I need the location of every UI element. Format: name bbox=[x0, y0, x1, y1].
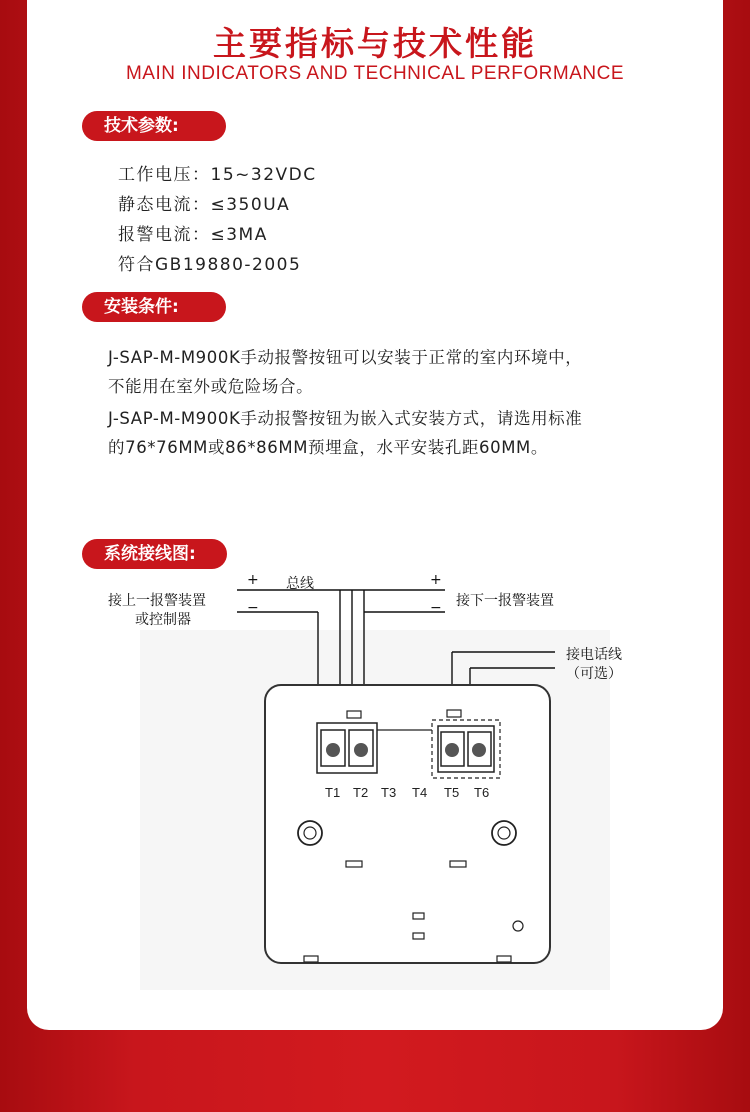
upstream-plus: + bbox=[247, 572, 259, 588]
terminal-label-t5: T5 bbox=[444, 785, 460, 800]
phone-label-2: （可选） bbox=[566, 666, 622, 682]
terminal-block-left bbox=[317, 723, 377, 773]
param-static-current: 静态电流：≤350UA bbox=[118, 195, 291, 215]
install-line-4: 的76*76MM或86*86MM预埋盒，水平安装孔距60MM。 bbox=[108, 438, 548, 457]
terminal-label-t1: T1 bbox=[325, 785, 341, 800]
downstream-plus: + bbox=[430, 572, 442, 588]
upstream-label-1: 接上一报警装置 bbox=[108, 593, 206, 609]
slot bbox=[413, 913, 424, 919]
terminal-label-t2: T2 bbox=[353, 785, 369, 800]
install-line-1: J-SAP-M-M900K手动报警按钮可以安装于正常的室内环境中， bbox=[108, 348, 583, 367]
upstream-minus: − bbox=[247, 600, 259, 616]
wiring-diagram bbox=[0, 560, 750, 1000]
downstream-minus: − bbox=[430, 600, 442, 616]
downstream-label: 接下一报警装置 bbox=[456, 593, 554, 609]
install-line-3: J-SAP-M-M900K手动报警按钮为嵌入式安装方式，请选用标准 bbox=[108, 409, 583, 428]
slot bbox=[413, 933, 424, 939]
page-subtitle: MAIN INDICATORS AND TECHNICAL PERFORMANCE bbox=[125, 63, 625, 84]
section-tech-params-heading: 技术参数: bbox=[82, 111, 226, 141]
bus-label: 总线 bbox=[286, 576, 314, 592]
section-wiring-heading: 系统接线图: bbox=[82, 539, 227, 569]
terminal-label-t3: T3 bbox=[381, 785, 397, 800]
screw-mark bbox=[513, 921, 523, 931]
terminal-tab-left bbox=[347, 711, 361, 718]
wiring-diagram-svg bbox=[0, 560, 750, 1000]
terminal-tab-right bbox=[447, 710, 461, 717]
slot bbox=[304, 956, 318, 962]
phone-label-1: 接电话线 bbox=[566, 647, 622, 663]
terminal-block-right bbox=[438, 726, 494, 772]
upstream-label-2: 或控制器 bbox=[135, 612, 191, 628]
install-line-2: 不能用在室外或危险场合。 bbox=[108, 377, 314, 396]
page-title: 主要指标与技术性能 bbox=[213, 24, 537, 63]
terminal-label-t4: T4 bbox=[412, 785, 428, 800]
param-voltage: 工作电压：15~32VDC bbox=[118, 165, 317, 185]
slot bbox=[450, 861, 466, 867]
slot bbox=[346, 861, 362, 867]
terminal-label-t6: T6 bbox=[474, 785, 490, 800]
slot bbox=[497, 956, 511, 962]
section-install-heading: 安装条件: bbox=[82, 292, 226, 322]
param-alarm-current: 报警电流：≤3MA bbox=[118, 225, 268, 245]
param-standard: 符合GB19880-2005 bbox=[118, 255, 302, 275]
